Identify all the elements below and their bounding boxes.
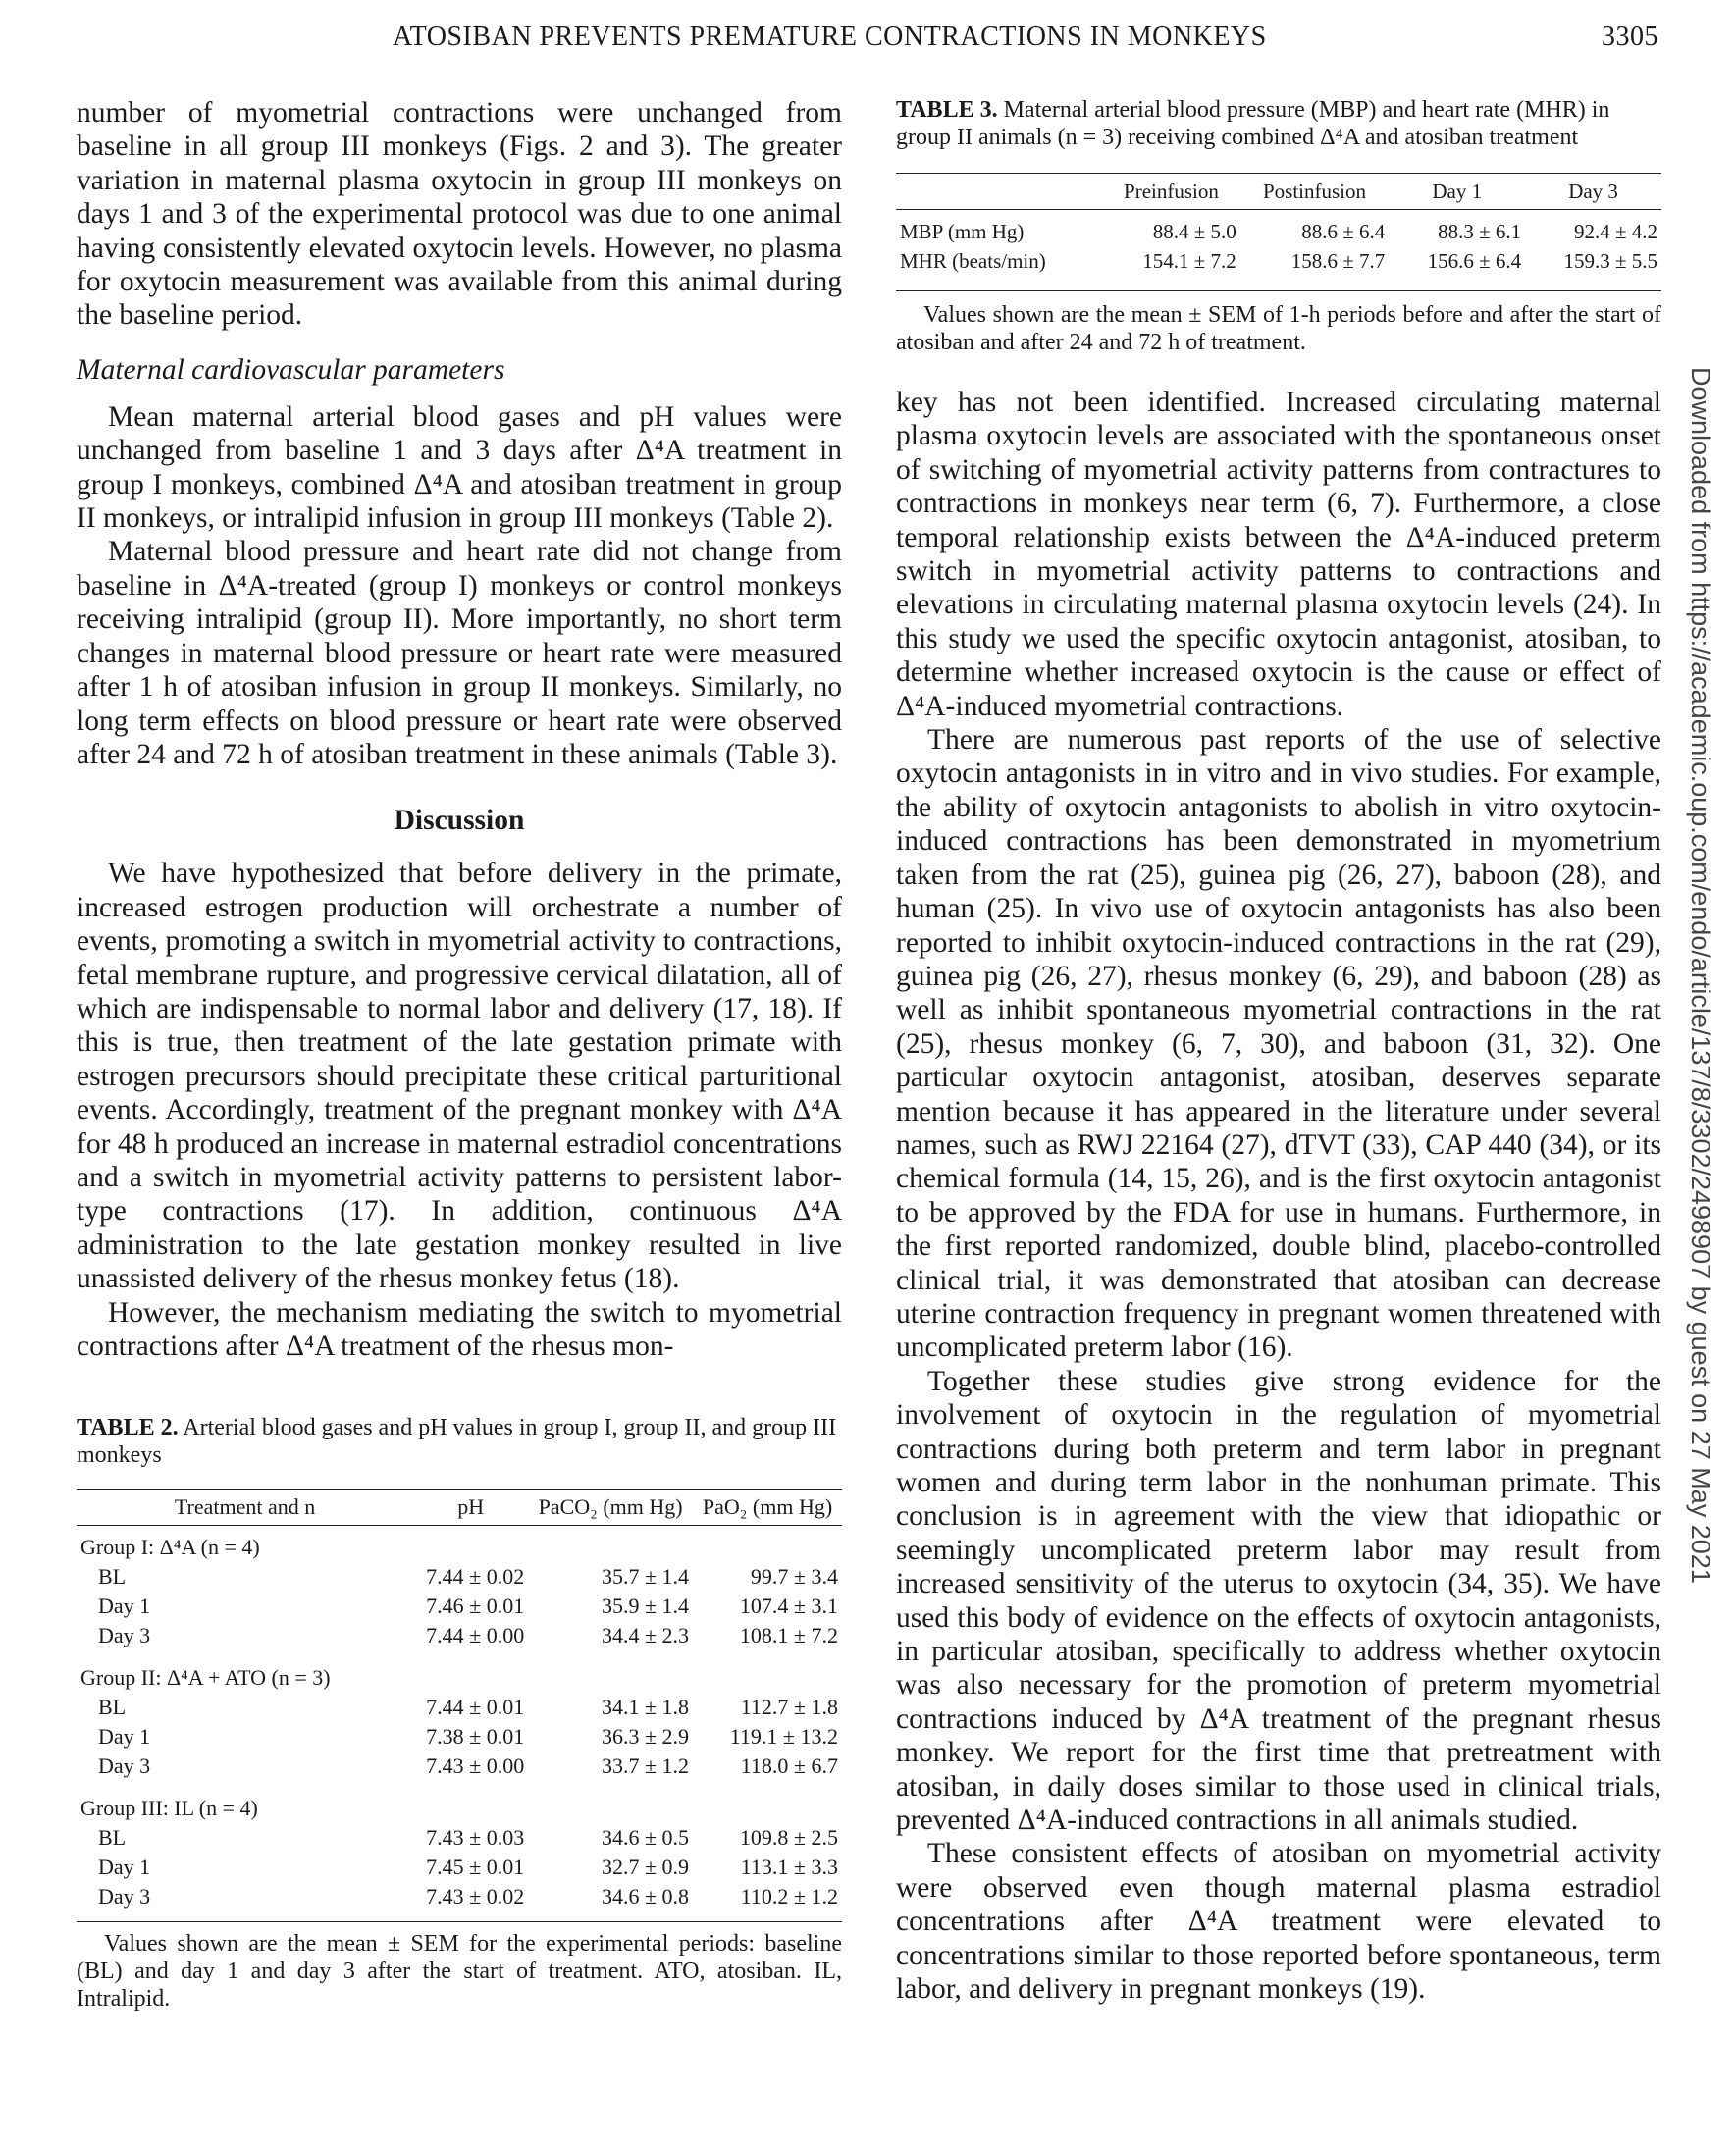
table-caption [77,1414,842,1469]
column-header [896,174,1102,210]
paragraph: key has not been identified. Increased circulating maternal plasma oxytocin levels are associated with the spontaneous onset of switching of myometrial activity patterns from contractures to contractions in monkeys near term (6, 7). Furthermore, a close temporal relationship exists between the Δ⁴A-induced preterm switch in myometrial activity patterns to contractions and elevations in circulating maternal plasma oxytocin levels (24). In this study we used the specific oxytocin antagonist, atosiban, to determine whether increased oxytocin is the cause or effect of Δ⁴A-induced myometrial contractions. [896,387,1661,722]
table-cell: 88.6 ± 6.4 [1301,220,1386,243]
table-cell: 156.6 ± 6.4 [1427,249,1522,273]
table-cell: 154.1 ± 7.2 [1142,249,1236,273]
table-cell: 33.7 ± 1.2 [601,1753,690,1779]
table-cell: 159.3 ± 5.5 [1563,249,1657,273]
paragraph: Together these studies give strong evidence for the involvement of oxytocin in the regulation of myometrial contractions during both preterm and term labor in pregnant women and during term labor in the nonhuman primate. This conclusion is in agreement with the view that idiopathic or seemingly uncomplicated preterm labor may result from increased sensitivity of the uterus to oxytocin (34, 35). We have used this body of evidence on the effects of oxytocin antagonists, in particular atosiban, specifically to address whether oxytocin was also necessary for the promotion of preterm myometrial contractions induced by Δ⁴A treatment of the pregnant rhesus monkey. We report for the first time that pretreatment with atosiban, in daily doses similar to those used in clinical trials, prevented Δ⁴A-induced contractions in all animals studied. [896,1365,1661,1837]
row-label: Day 3 [98,1884,151,1909]
row-label: Day 3 [98,1623,151,1648]
table-caption [896,96,1661,151]
paragraph: There are numerous past reports of the use of selective oxytocin antagonists in in vitro and in vivo studies. For example, the ability of oxytocin antagonists to abolish in vitro oxytocin-induced contractions has been demonstrated in myometrium taken from the rat (25), guinea pig (26, 27), baboon (28), and human (25). In vivo use of oxytocin antagonists has also been reported to inhibit oxytocin-induced contractions in the rat (29), guinea pig (26, 27), rhesus monkey (6, 29), and baboon (28) as well as inhibit spontaneous myometrial contractions in the rat (25), rhesus monkey (6, 7, 30), and baboon (31, 32). One particular oxytocin antagonist, atosiban, deserves separate mention because it has appeared in the literature under several names, such as RWJ 22164 (27), dTVT (33), CAP 440 (34), or its chemical formula (14, 15, 26), and is the first oxytocin antagonist to be approved by the FDA for use in humans. Furthermore, in the first reported randomized, double blind, placebo-controlled clinical trial, it was demonstrated that atosiban can decrease uterine contraction frequency in pregnant women threatened with uncomplicated preterm labor (16). [896,724,1661,1364]
table-cell: 92.4 ± 4.2 [1573,220,1657,243]
table-label: TABLE 3. [896,97,998,123]
group-label: Group I: Δ⁴A (n = 4) [80,1535,260,1560]
table-cell: 35.7 ± 1.4 [601,1564,690,1590]
column-header: PaO₂ (mm Hg) [702,1494,833,1520]
table-cell: 113.1 ± 3.3 [740,1855,838,1880]
table-label: TABLE 2. [77,1415,179,1441]
row-label: Day 1 [98,1855,151,1880]
table-caption-text: Maternal arterial blood pressure (MBP) and heart rate (MHR) in group II animals (n = 3) receiving combined Δ⁴A and atosiban treatment [896,97,1610,150]
table-cell: 119.1 ± 13.2 [729,1724,838,1750]
table-cell: 109.8 ± 2.5 [739,1825,838,1851]
table-2 [77,1414,842,2013]
paragraph: number of myometrial contractions were unchanged from baseline in all group III monkeys (Figs. 2 and 3). The greater variation in maternal plasma oxytocin in group III monkeys on days 1 and 3 of the experimental protocol was due to one animal having consistently elevated oxytocin levels. However, no plasma for oxytocin measurement was available from this animal during the baseline period. [77,97,842,332]
table-cell: 7.45 ± 0.01 [426,1855,525,1880]
table-cell: 88.3 ± 6.1 [1438,220,1522,243]
row-label: BL [98,1825,127,1851]
table-cell: 36.3 ± 2.9 [601,1724,690,1750]
table-group-row [77,1781,842,1823]
right-column [896,96,1661,2007]
table-row [77,1853,842,1882]
subsection-heading: Maternal cardiovascular parameters [77,353,505,386]
table-cell: 7.44 ± 0.02 [426,1564,525,1590]
column-header: Treatment and n [174,1494,316,1520]
table-cell: 88.4 ± 5.0 [1152,220,1236,243]
download-watermark: Downloaded from https://academic.oup.com/endo/article/137/8/3302/2498907 by guest on 27 May 2021 [1686,367,1715,1584]
left-column [77,96,842,2013]
table-3 [896,96,1661,356]
table-footnote: Values shown are the mean ± SEM for the experimental periods: baseline (BL) and day 1 and day 3 after the start of treatment. ATO, atosiban. IL, Intralipid. [77,1921,842,2013]
row-label: MBP (mm Hg) [900,220,1025,243]
table-cell: 158.6 ± 7.7 [1290,249,1386,273]
row-label: Day 1 [98,1724,151,1750]
table-cell: 7.43 ± 0.00 [426,1753,525,1779]
paragraph: Maternal blood pressure and heart rate did not change from baseline in Δ⁴A-treated (group I) monkeys or control monkeys receiving intralipid (group II). More importantly, no short term changes in maternal blood pressure or heart rate were measured after 1 h of atosiban infusion in group II monkeys. Similarly, no long term effects on blood pressure or heart rate were observed after 24 and 72 h of atosiban treatment in these animals (Table 3). [77,536,842,770]
row-label: Day 3 [98,1753,151,1779]
table-row [896,210,1661,247]
table-cell: 34.6 ± 0.5 [601,1825,690,1851]
table-row [77,1562,842,1592]
table-row [77,1592,842,1621]
table-cell: 112.7 ± 1.8 [740,1695,838,1720]
group-label: Group II: Δ⁴A + ATO (n = 3) [80,1665,331,1691]
table-cell: 7.43 ± 0.03 [426,1825,525,1851]
table-cell: 7.46 ± 0.01 [426,1594,525,1619]
paragraph: These consistent effects of atosiban on myometrial activity were observed even though maternal plasma estradiol concentrations after Δ⁴A treatment were elevated to concentrations similar to those reported before spontaneous, term labor, and delivery in pregnant monkeys (19). [896,1838,1661,2006]
table-cell: 34.4 ± 2.3 [601,1623,690,1648]
table-cell: 32.7 ± 0.9 [601,1855,690,1880]
table-row [77,1621,842,1650]
table-cell: 108.1 ± 7.2 [739,1623,838,1648]
page-number: 3305 [1602,22,1658,52]
table-caption-text: Arterial blood gases and pH values in group I, group II, and group III monkeys [77,1415,837,1469]
table-cell: 34.1 ± 1.8 [601,1695,690,1720]
column-header: PaCO₂ (mm Hg) [538,1494,683,1520]
table-cell: 110.2 ± 1.2 [740,1884,838,1909]
column-header: Day 3 [1568,180,1618,203]
row-label: Day 1 [98,1594,151,1619]
table-row [77,1752,842,1781]
paragraph: However, the mechanism mediating the switch to myometrial contractions after Δ⁴A treatment of the rhesus mon- [77,1296,842,1362]
table-footnote: Values shown are the mean ± SEM of 1-h periods before and after the start of atosiban and after 24 and 72 h of treatment. [896,290,1661,356]
table-cell: 7.38 ± 0.01 [426,1724,525,1750]
table-row [77,1722,842,1752]
table-cell: 118.0 ± 6.7 [740,1753,838,1779]
column-header: pH [457,1494,485,1520]
data-table [77,1489,842,1911]
table-cell: 34.6 ± 0.8 [601,1884,690,1909]
table-cell: 7.44 ± 0.01 [426,1695,525,1720]
column-header: Postinfusion [1263,180,1367,203]
group-label: Group III: IL (n = 4) [80,1796,258,1821]
data-table [896,173,1661,281]
table-cell: 99.7 ± 3.4 [750,1564,838,1590]
row-label: BL [98,1564,127,1590]
table-cell: 7.44 ± 0.00 [426,1623,525,1648]
row-label: MHR (beats/min) [900,249,1046,273]
paragraph: Mean maternal arterial blood gases and pH values were unchanged from baseline 1 and 3 days after Δ⁴A treatment in group I monkeys, combined Δ⁴A and atosiban treatment in group II monkeys, or intralipid infusion in group III monkeys (Table 2). [77,400,842,535]
running-header [0,22,1736,61]
column-header: Preinfusion [1124,180,1219,203]
table-row [77,1693,842,1722]
table-group-row [77,1650,842,1693]
table-cell: 107.4 ± 3.1 [739,1594,838,1619]
paragraph: We have hypothesized that before delivery in the primate, increased estrogen production will orchestrate a number of events, promoting a switch in myometrial activity to contractions, fetal membrane rupture, and progressive cervical dilatation, all of which are indispensable to normal labor and delivery (17, 18). If this is true, then treatment of the late gestation primate with estrogen precursors should precipitate these critical parturitional events. Accordingly, treatment of the pregnant monkey with Δ⁴A for 48 h produced an increase in maternal estradiol concentrations and a switch in myometrial activity patterns to persistent labor-type contractions (17). In addition, continuous Δ⁴A administration to the late gestation monkey resulted in live unassisted delivery of the rhesus monkey fetus (18). [77,858,842,1295]
table-cell: 7.43 ± 0.02 [426,1884,525,1909]
table-row [77,1823,842,1853]
table-group-row [77,1526,842,1563]
section-heading: Discussion [394,805,525,837]
column-header: Day 1 [1432,180,1483,203]
running-title: ATOSIBAN PREVENTS PREMATURE CONTRACTIONS IN MONKEYS [393,22,1267,52]
table-row [77,1882,842,1911]
table-cell: 35.9 ± 1.4 [601,1594,690,1619]
row-label: BL [98,1695,127,1720]
table-row [896,246,1661,281]
